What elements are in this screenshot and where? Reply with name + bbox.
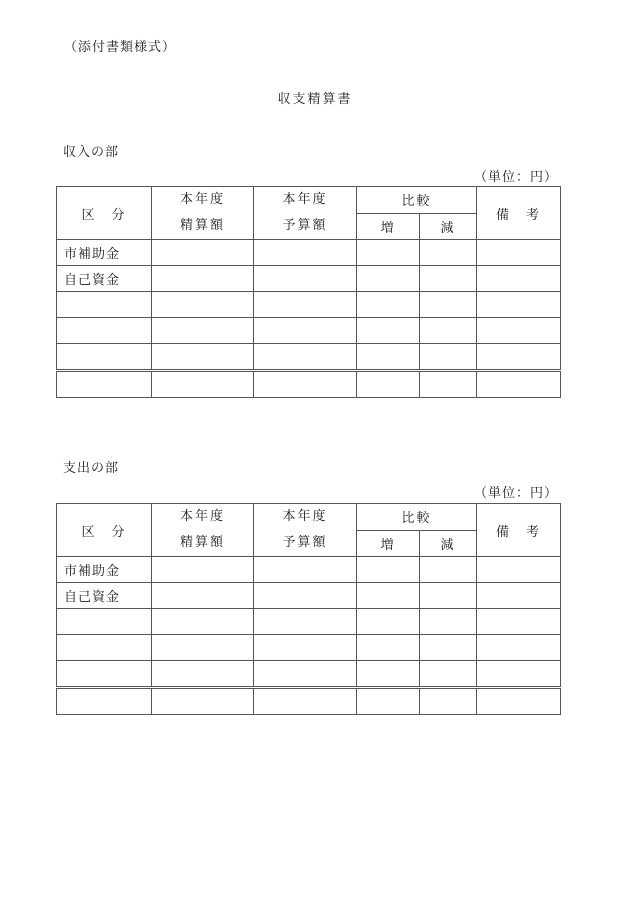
header-increase: 増: [357, 213, 420, 240]
row-label: 自己資金: [57, 583, 152, 609]
header-increase: 増: [357, 530, 420, 557]
settled-cell[interactable]: [152, 557, 254, 583]
decrease-cell[interactable]: [420, 344, 477, 371]
expenditure-section-heading: 支出の部: [63, 461, 120, 476]
budget-cell[interactable]: [254, 635, 357, 661]
settled-cell[interactable]: [152, 688, 254, 715]
header-budget-line1: 本年度: [282, 509, 328, 524]
increase-cell[interactable]: [357, 292, 420, 318]
header-budget-line1: 本年度: [282, 192, 328, 207]
header-comparison: 比較: [357, 187, 477, 214]
expenditure-unit-label: （単位：円）: [473, 486, 558, 501]
increase-cell[interactable]: [357, 609, 420, 635]
decrease-cell[interactable]: [420, 240, 477, 266]
row-label: [57, 371, 152, 398]
table-row: [57, 318, 561, 344]
row-label: [57, 292, 152, 318]
row-label: [57, 688, 152, 715]
decrease-cell[interactable]: [420, 557, 477, 583]
decrease-cell[interactable]: [420, 371, 477, 398]
header-category: 区 分: [57, 187, 152, 240]
row-label: [57, 635, 152, 661]
budget-cell[interactable]: [254, 557, 357, 583]
header-settled-amount: [152, 187, 254, 240]
table-row: [57, 583, 561, 609]
budget-cell[interactable]: [254, 292, 357, 318]
header-decrease: 減: [420, 213, 477, 240]
increase-cell[interactable]: [357, 661, 420, 688]
income-section-heading: 収入の部: [63, 145, 120, 160]
header-settled-line1: 本年度: [179, 192, 225, 207]
remarks-cell[interactable]: [477, 688, 561, 715]
header-settled-line1: 本年度: [179, 509, 225, 524]
settled-cell[interactable]: [152, 371, 254, 398]
remarks-cell[interactable]: [477, 609, 561, 635]
remarks-cell[interactable]: [477, 371, 561, 398]
row-label: [57, 661, 152, 688]
settled-cell[interactable]: [152, 609, 254, 635]
table-row: [57, 240, 561, 266]
remarks-cell[interactable]: [477, 583, 561, 609]
row-label: 市補助金: [57, 240, 152, 266]
income-table: [56, 186, 561, 398]
remarks-cell[interactable]: [477, 240, 561, 266]
settled-cell[interactable]: [152, 344, 254, 371]
remarks-cell[interactable]: [477, 635, 561, 661]
header-budget-amount: [254, 187, 357, 240]
settled-cell[interactable]: [152, 240, 254, 266]
total-row: [57, 371, 561, 398]
header-settled-line2: 精算額: [179, 535, 225, 550]
header-settled-amount: [152, 504, 254, 557]
budget-cell[interactable]: [254, 583, 357, 609]
expenditure-table: [56, 503, 561, 715]
increase-cell[interactable]: [357, 635, 420, 661]
budget-cell[interactable]: [254, 661, 357, 688]
settled-cell[interactable]: [152, 583, 254, 609]
decrease-cell[interactable]: [420, 635, 477, 661]
settled-cell[interactable]: [152, 635, 254, 661]
budget-cell[interactable]: [254, 318, 357, 344]
header-remarks: 備 考: [477, 504, 561, 557]
header-settled-line2: 精算額: [179, 218, 225, 233]
settled-cell[interactable]: [152, 318, 254, 344]
table-row: [57, 344, 561, 371]
budget-cell[interactable]: [254, 371, 357, 398]
remarks-cell[interactable]: [477, 318, 561, 344]
row-label: [57, 318, 152, 344]
budget-cell[interactable]: [254, 344, 357, 371]
budget-cell[interactable]: [254, 609, 357, 635]
increase-cell[interactable]: [357, 371, 420, 398]
header-comparison: 比較: [357, 504, 477, 531]
header-remarks: 備 考: [477, 187, 561, 240]
row-label: [57, 609, 152, 635]
settled-cell[interactable]: [152, 661, 254, 688]
header-category: 区 分: [57, 504, 152, 557]
increase-cell[interactable]: [357, 266, 420, 292]
header-budget-line2: 予算額: [282, 535, 328, 550]
decrease-cell[interactable]: [420, 609, 477, 635]
settled-cell[interactable]: [152, 266, 254, 292]
table-row: [57, 609, 561, 635]
remarks-cell[interactable]: [477, 266, 561, 292]
budget-cell[interactable]: [254, 266, 357, 292]
remarks-cell[interactable]: [477, 344, 561, 371]
document-title: 収支精算書: [277, 92, 353, 107]
budget-cell[interactable]: [254, 688, 357, 715]
row-label: 市補助金: [57, 557, 152, 583]
header-budget-amount: [254, 504, 357, 557]
increase-cell[interactable]: [357, 557, 420, 583]
increase-cell[interactable]: [357, 688, 420, 715]
table-row: [57, 661, 561, 688]
increase-cell[interactable]: [357, 240, 420, 266]
header-budget-line2: 予算額: [282, 218, 328, 233]
table-row: [57, 557, 561, 583]
remarks-cell[interactable]: [477, 292, 561, 318]
attachment-label: （添付書類様式）: [64, 40, 177, 55]
decrease-cell[interactable]: [420, 318, 477, 344]
increase-cell[interactable]: [357, 583, 420, 609]
table-row: [57, 266, 561, 292]
remarks-cell[interactable]: [477, 661, 561, 688]
remarks-cell[interactable]: [477, 557, 561, 583]
income-unit-label: （単位：円）: [473, 170, 558, 185]
row-label: 自己資金: [57, 266, 152, 292]
table-row: [57, 635, 561, 661]
decrease-cell[interactable]: [420, 688, 477, 715]
total-row: [57, 688, 561, 715]
header-decrease: 減: [420, 530, 477, 557]
row-label: [57, 344, 152, 371]
settled-cell[interactable]: [152, 292, 254, 318]
decrease-cell[interactable]: [420, 266, 477, 292]
decrease-cell[interactable]: [420, 292, 477, 318]
decrease-cell[interactable]: [420, 661, 477, 688]
table-row: [57, 292, 561, 318]
budget-cell[interactable]: [254, 240, 357, 266]
increase-cell[interactable]: [357, 344, 420, 371]
increase-cell[interactable]: [357, 318, 420, 344]
decrease-cell[interactable]: [420, 583, 477, 609]
